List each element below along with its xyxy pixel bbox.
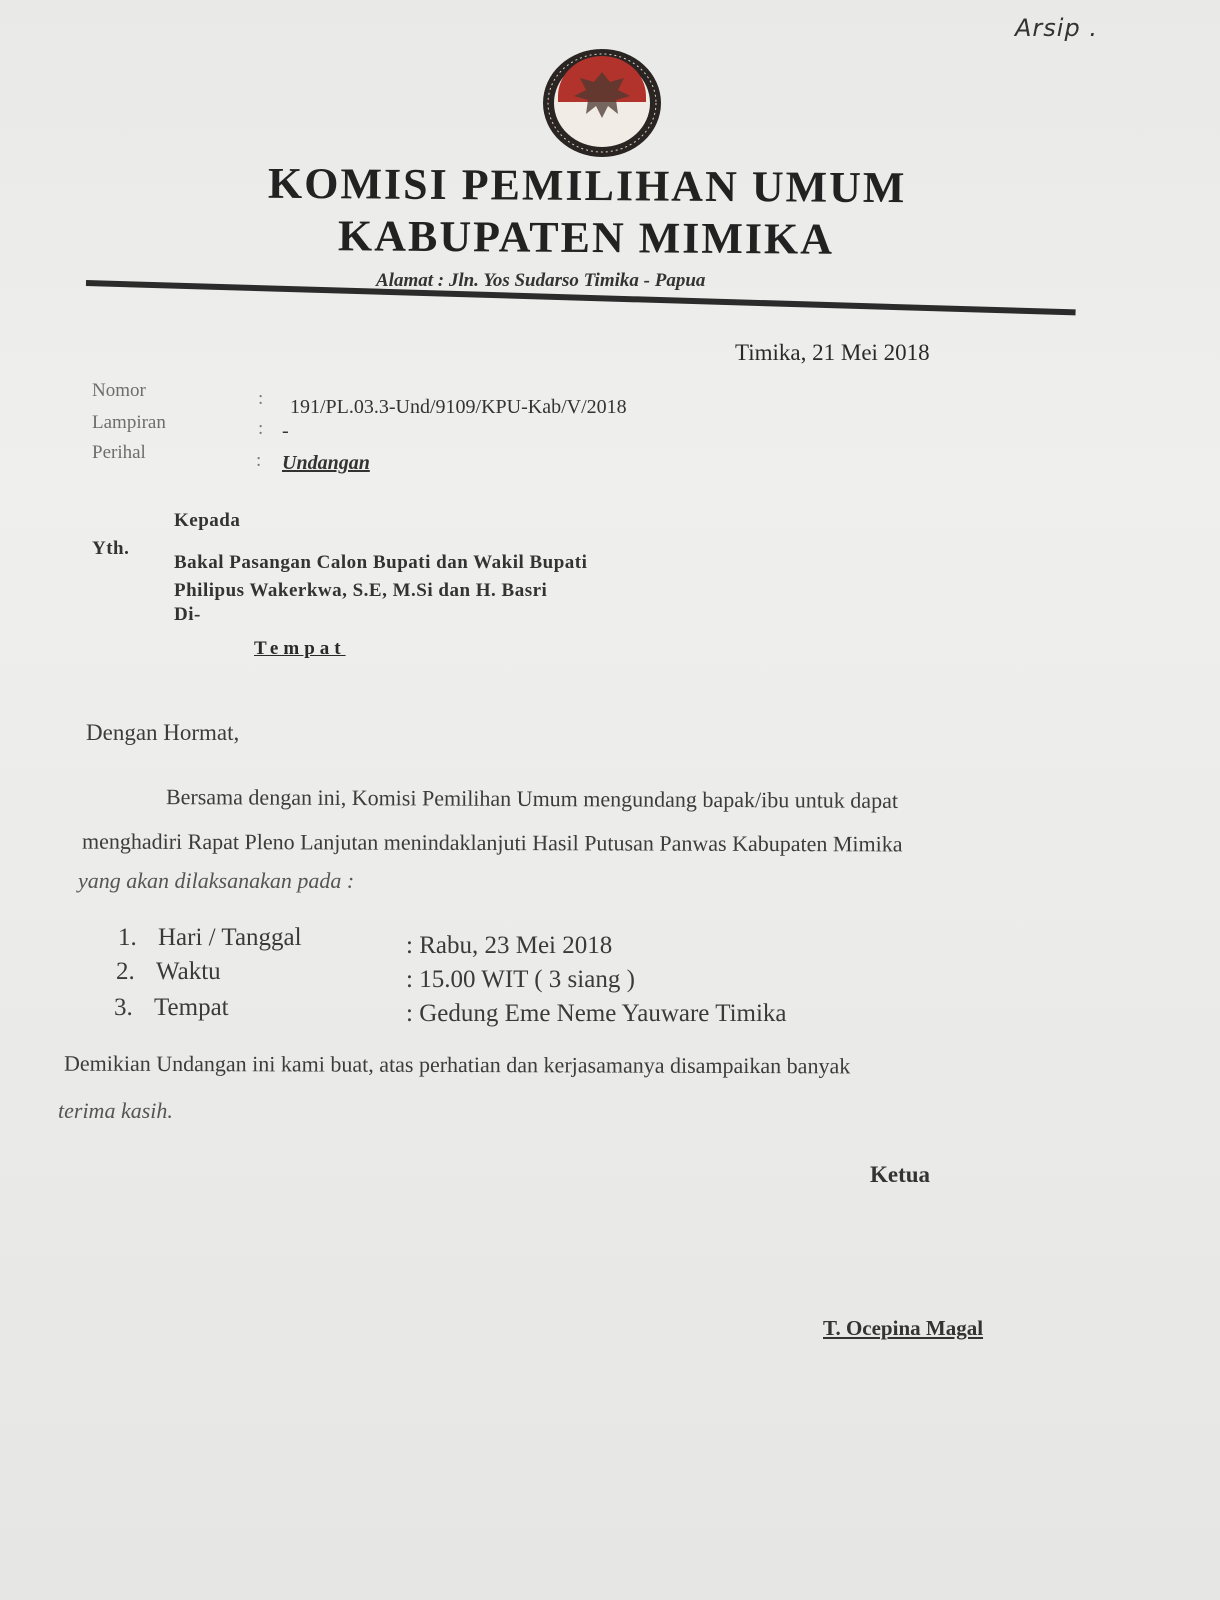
organization-name-line2: KABUPATEN MIMIKA <box>337 211 835 264</box>
nomor-label: Nomor <box>92 380 146 401</box>
recipient-yth: Yth. <box>92 538 130 559</box>
organization-name-line1: KOMISI PEMILIHAN UMUM <box>267 158 907 213</box>
body-line2: menghadiri Rapat Pleno Lanjutan menindaklanjuti Hasil Putusan Panwas Kabupaten Mimika <box>81 828 903 857</box>
detail-value: : Rabu, 23 Mei 2018 <box>406 932 613 959</box>
detail-label: Tempat <box>154 994 229 1021</box>
kpu-emblem-logo <box>540 46 664 160</box>
perihal-colon: : <box>256 450 262 471</box>
perihal-label: Perihal <box>92 442 146 463</box>
perihal-value: Undangan <box>282 452 370 474</box>
detail-value: : 15.00 WIT ( 3 siang ) <box>406 966 635 993</box>
signature-title: Ketua <box>870 1162 931 1187</box>
detail-value: : Gedung Eme Neme Yauware Timika <box>406 1000 787 1027</box>
handwritten-archive-note: Arsip . <box>1015 14 1098 42</box>
detail-number: 2. <box>116 958 135 985</box>
organization-address: Alamat : Jln. Yos Sudarso Timika - Papua <box>376 270 706 291</box>
lampiran-value: - <box>282 420 289 442</box>
recipient-kepada: Kepada <box>174 510 241 531</box>
kpu-emblem-icon <box>540 46 664 160</box>
detail-number: 1. <box>118 924 137 951</box>
nomor-colon: : <box>258 388 264 409</box>
recipient-di: Di- <box>174 604 201 625</box>
detail-label: Hari / Tanggal <box>158 924 302 951</box>
detail-label: Waktu <box>156 958 221 985</box>
closing-line1: Demikian Undangan ini kami buat, atas perhatian dan kerjasamanya disampaikan banyak <box>63 1050 851 1079</box>
recipient-line1: Bakal Pasangan Calon Bupati dan Wakil Bupati <box>174 552 588 573</box>
recipient-tempat: Tempat <box>254 638 346 659</box>
closing-line2: terima kasih. <box>58 1098 173 1123</box>
recipient-line2: Philipus Wakerkwa, S.E, M.Si dan H. Basri <box>174 580 548 601</box>
detail-number: 3. <box>114 994 133 1021</box>
body-line1: Bersama dengan ini, Komisi Pemilihan Umum mengundang bapak/ibu untuk dapat <box>165 784 899 813</box>
salutation: Dengan Hormat, <box>86 720 240 745</box>
lampiran-colon: : <box>258 418 264 439</box>
lampiran-label: Lampiran <box>92 412 166 433</box>
signature-name: T. Ocepina Magal <box>823 1316 984 1340</box>
body-line3: yang akan dilaksanakan pada : <box>78 868 355 893</box>
nomor-value: 191/PL.03.3-Und/9109/KPU-Kab/V/2018 <box>290 396 627 418</box>
letter-date: Timika, 21 Mei 2018 <box>735 340 930 365</box>
